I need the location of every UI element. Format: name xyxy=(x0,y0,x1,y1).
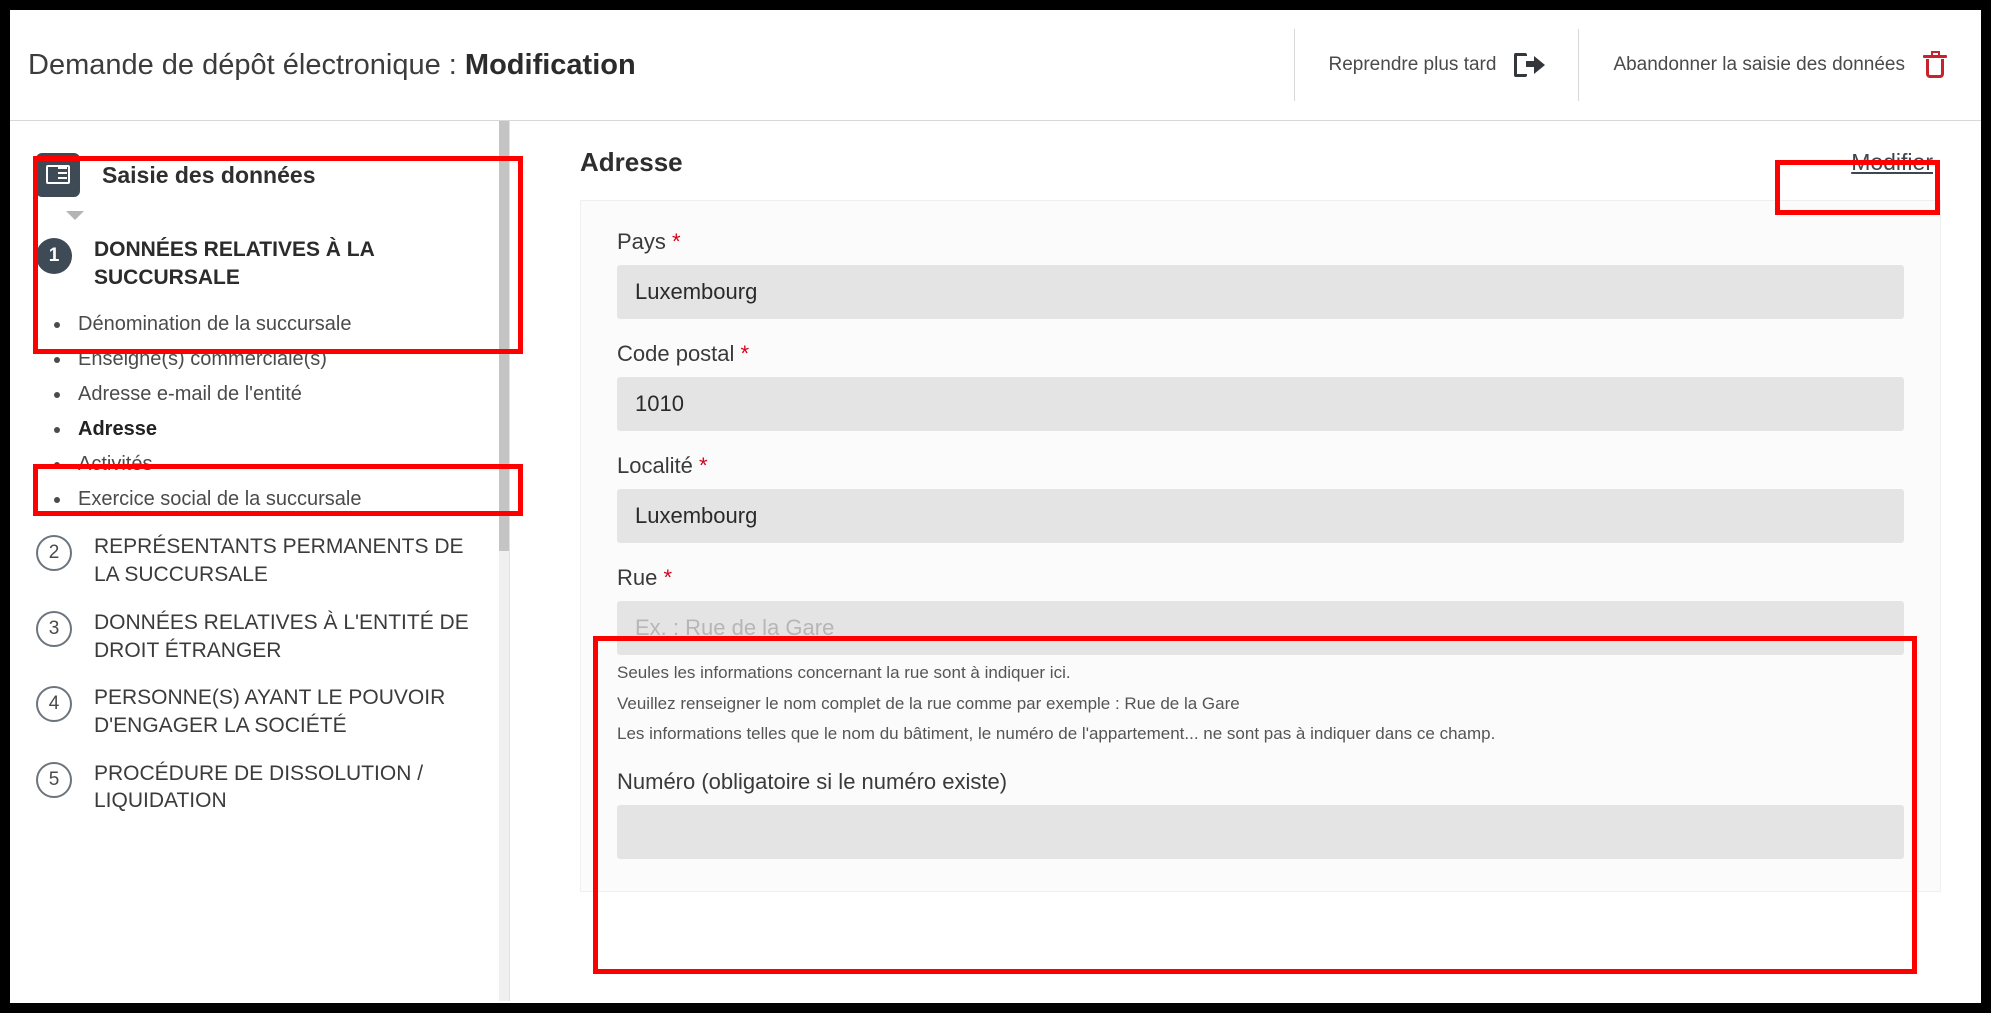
sidebar-step-5[interactable] xyxy=(10,750,509,825)
sidebar-step-3-label: DONNÉES RELATIVES À L'ENTITÉ DE DROIT ÉTRANGER xyxy=(94,610,469,662)
sidebar-step-4-label: PERSONNE(S) AYANT LE POUVOIR D'ENGAGER LA SOCIÉTÉ xyxy=(94,686,446,738)
sidebar-step-3[interactable] xyxy=(10,599,509,674)
step-number-2: 2 xyxy=(36,535,72,571)
bullet-icon xyxy=(54,392,60,398)
field-pays-label xyxy=(617,229,1904,255)
sidebar-item-enseignes[interactable] xyxy=(10,342,509,377)
arrow-exit-icon xyxy=(1514,52,1544,78)
sidebar-step-2-label: REPRÉSENTANTS PERMANENTS DE LA SUCCURSALE xyxy=(94,535,464,587)
step-number-5: 5 xyxy=(36,762,72,798)
main-panel xyxy=(510,121,1981,1001)
sidebar-item-label: Activités xyxy=(78,453,153,476)
main-content xyxy=(510,121,1981,892)
resume-later-label: Reprendre plus tard xyxy=(1328,54,1497,75)
field-rue xyxy=(617,565,1904,747)
field-localite-input[interactable]: Luxembourg xyxy=(617,489,1904,543)
sidebar-item-adresse[interactable] xyxy=(10,412,509,447)
main-header xyxy=(580,143,1941,200)
step-number-1: 1 xyxy=(36,238,72,274)
required-marker: * xyxy=(663,565,673,590)
field-code-postal-input[interactable]: 1010 xyxy=(617,377,1904,431)
field-pays-input[interactable]: Luxembourg xyxy=(617,265,1904,319)
sidebar-content xyxy=(10,121,509,825)
abandon-button[interactable] xyxy=(1578,29,1981,101)
sidebar-item-activites[interactable] xyxy=(10,447,509,482)
field-numero-input[interactable] xyxy=(617,805,1904,859)
required-marker: * xyxy=(672,229,681,254)
field-rue-hint-1: Seules les informations concernant la rue sont à indiquer ici. xyxy=(617,663,1071,682)
sidebar-scrollbar-track[interactable] xyxy=(499,121,509,1001)
trash-icon xyxy=(1923,51,1947,79)
page-title xyxy=(28,49,636,82)
field-code-postal-label xyxy=(617,341,1904,367)
section-title: Adresse xyxy=(580,147,683,177)
header-actions xyxy=(1294,29,1982,101)
step-number-3: 3 xyxy=(36,611,72,647)
modifier-link[interactable]: Modifier xyxy=(1851,149,1933,175)
field-localite-label-text: Localité xyxy=(617,453,699,478)
page-body xyxy=(10,121,1981,1001)
page-title-strong: Modification xyxy=(464,48,636,81)
field-numero xyxy=(617,769,1904,859)
sidebar-item-label: Exercice social de la succursale xyxy=(78,488,362,511)
sidebar-step-2[interactable] xyxy=(10,523,509,598)
field-rue-hint-2: Veuillez renseigner le nom complet de la rue comme par exemple : Rue de la Gare xyxy=(617,693,1240,713)
sidebar xyxy=(10,121,510,1001)
bullet-icon xyxy=(54,497,60,503)
page-title-prefix: Demande de dépôt électronique : xyxy=(28,48,465,81)
field-code-postal xyxy=(617,341,1904,431)
sidebar-item-label: Enseigne(s) commerciale(s) xyxy=(78,348,327,371)
sidebar-scrollbar-thumb[interactable] xyxy=(499,121,509,551)
required-marker: * xyxy=(740,341,750,366)
resume-later-button[interactable] xyxy=(1294,29,1579,101)
required-marker: * xyxy=(698,453,708,478)
field-rue-label-text: Rue xyxy=(617,565,664,590)
bullet-icon xyxy=(54,322,60,328)
sidebar-item-label: Adresse xyxy=(78,418,157,441)
abandon-label: Abandonner la saisie des données xyxy=(1613,54,1905,75)
field-numero-label: Numéro (obligatoire si le numéro existe) xyxy=(617,768,1008,794)
bullet-icon xyxy=(54,427,60,433)
field-pays-label-text: Pays xyxy=(617,229,673,254)
sidebar-step-5-label: PROCÉDURE DE DISSOLUTION / LIQUIDATION xyxy=(94,761,424,813)
field-code-postal-label-text: Code postal xyxy=(617,341,741,366)
step-number-4: 4 xyxy=(36,686,72,722)
field-rue-input[interactable]: Ex. : Rue de la Gare xyxy=(617,601,1904,655)
sidebar-item-exercice-social[interactable] xyxy=(10,482,509,517)
field-rue-hint-3: Les informations telles que le nom du bâtiment, le numéro de l'appartement... ne sont pas à indiquer dans ce champ. xyxy=(617,724,1496,744)
sidebar-item-adresse-email[interactable] xyxy=(10,377,509,412)
field-localite xyxy=(617,453,1904,543)
sidebar-item-denomination[interactable] xyxy=(10,307,509,342)
sidebar-step-1[interactable] xyxy=(10,226,509,301)
bullet-icon xyxy=(54,462,60,468)
sidebar-step-4[interactable] xyxy=(10,674,509,749)
bullet-icon xyxy=(54,357,60,363)
field-localite-label xyxy=(617,453,1904,479)
sidebar-substeps xyxy=(10,307,509,517)
field-rue-label xyxy=(617,565,1904,591)
sidebar-item-label: Adresse e-mail de l'entité xyxy=(78,383,302,406)
chevron-down-icon[interactable] xyxy=(66,211,84,220)
field-pays xyxy=(617,229,1904,319)
sidebar-step-1-label: DONNÉES RELATIVES À LA SUCCURSALE xyxy=(94,238,375,289)
address-form xyxy=(580,200,1941,892)
sidebar-item-label: Dénomination de la succursale xyxy=(78,313,352,336)
sidebar-section-saisie-des-donnees[interactable] xyxy=(10,135,509,211)
sidebar-section-label: Saisie des données xyxy=(102,161,316,188)
panel-icon xyxy=(36,153,80,197)
page-header xyxy=(10,10,1981,121)
